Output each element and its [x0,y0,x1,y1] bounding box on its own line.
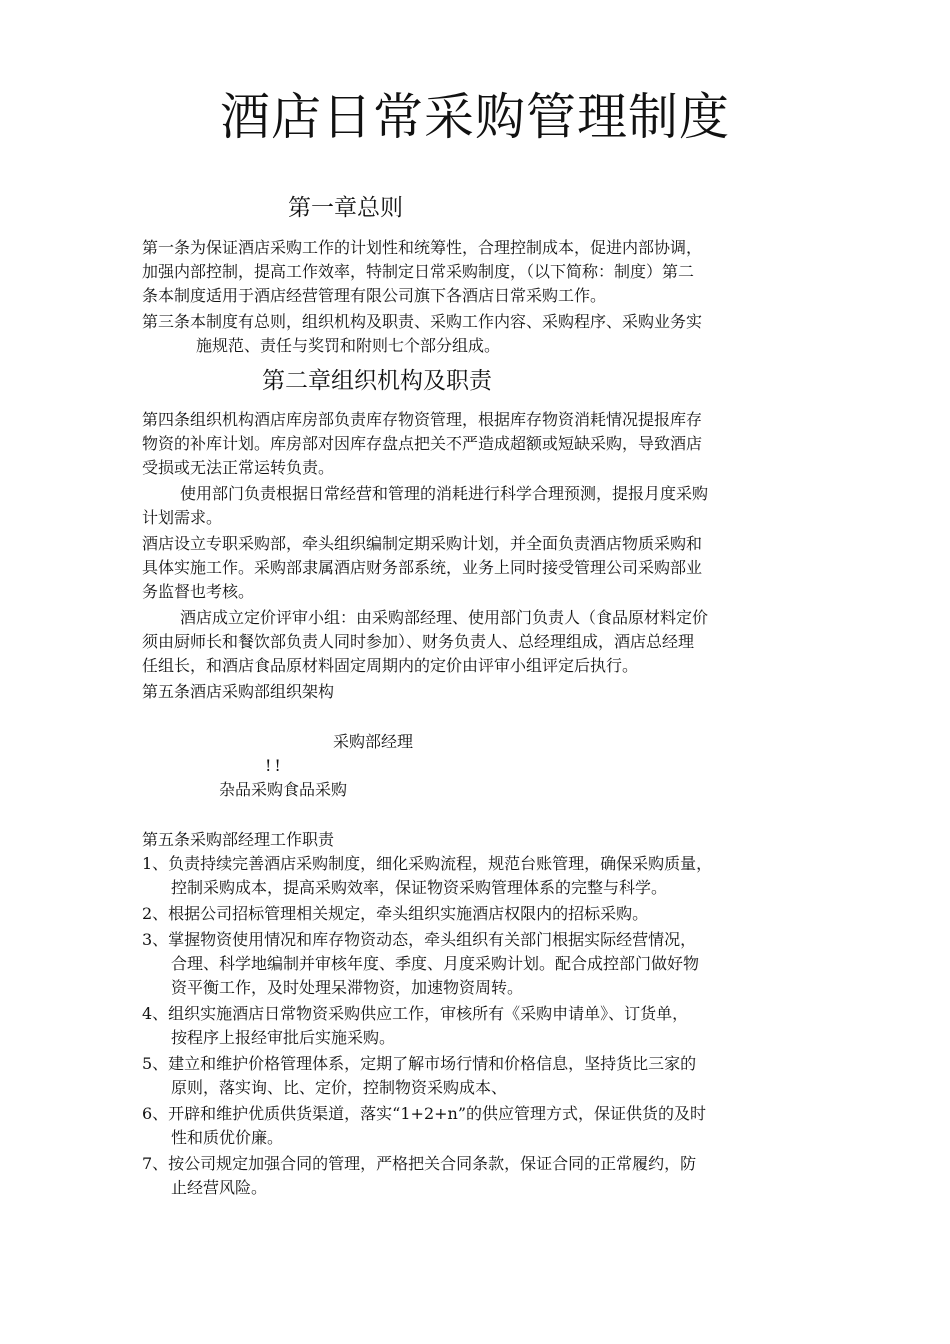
text-line: 5、建立和维护价格管理体系，定期了解市场行情和价格信息，坚持货比三家的 [142,1054,697,1073]
text-line: 须由厨师长和餐饮部负责人同时参加）、财务负责人、总经理组成，酒店总经理 [142,632,695,651]
text-line: 第四条组织机构酒店库房部负责库存物资管理，根据库存物资消耗情况提报库存 [142,410,703,429]
text-line: 受损或无法正常运转负责。 [142,458,335,477]
org-chart-manager: 采购部经理 [333,732,414,751]
text-line: 3、掌握物资使用情况和库存物资动态，牵头组织有关部门根据实际经营情况， [142,930,697,949]
org-chart-branches: 杂品采购食品采购 [219,780,348,799]
text-line: 按程序上报经审批后实施采购。 [171,1028,396,1047]
document-title: 酒店日常采购管理制度 [220,88,730,146]
list-item [142,928,822,1000]
text-line: 加强内部控制，提高工作效率，特制定日常采购制度，（以下简称：制度）第二 [142,262,695,281]
list-item [142,1052,822,1100]
text-line: 使用部门负责根据日常经营和管理的消耗进行科学合理预测，提报月度采购 [180,484,709,503]
text-line: 条本制度适用于酒店经营管理有限公司旗下各酒店日常采购工作。 [142,286,607,305]
text-line: 资平衡工作，及时处理呆滞物资，加速物资周转。 [171,978,524,997]
text-line: 6、开辟和维护优质供货渠道，落实“1+2+n”的供应管理方式，保证供货的及时 [142,1104,707,1123]
paragraph-article-4 [142,408,822,480]
text-line: 计划需求。 [142,508,223,527]
text-line: 第三条本制度有总则，组织机构及职责、采购工作内容、采购程序、采购业务实 [142,312,703,331]
text-line: 1、负责持续完善酒店采购制度，细化采购流程，规范台账管理，确保采购质量， [142,854,713,873]
paragraph-purchasing-department [142,532,822,604]
text-line: 控制采购成本，提高采购效率，保证物资采购管理体系的完整与科学。 [171,878,668,897]
text-line: 具体实施工作。采购部隶属酒店财务部系统，业务上同时接受管理公司采购部业 [142,558,703,577]
paragraph-pricing-committee [142,606,822,678]
text-line: 原则，落实询、比、定价，控制物资采购成本、 [171,1078,508,1097]
paragraph-manager-duties-heading: 第五条采购部经理工作职责 [142,830,335,849]
paragraph-org-structure-heading: 第五条酒店采购部组织架构 [142,682,335,701]
org-chart-connector: !! [265,756,284,775]
text-line: 性和质优价廉。 [171,1128,284,1147]
text-line: 酒店成立定价评审小组：由采购部经理、使用部门负责人（食品原材料定价 [180,608,709,627]
paragraph-article-1 [142,236,822,308]
text-line: 第一条为保证酒店采购工作的计划性和统筹性，合理控制成本，促进内部协调， [142,238,703,257]
chapter-2-heading: 第二章组织机构及职责 [262,368,492,394]
text-line: 2、根据公司招标管理相关规定，牵头组织实施酒店权限内的招标采购。 [142,904,649,923]
paragraph-department-demand [142,482,822,530]
text-line: 物资的补库计划。库房部对因库存盘点把关不严造成超额或短缺采购，导致酒店 [142,434,703,453]
list-item [142,1152,822,1200]
text-line: 4、组织实施酒店日常物资采购供应工作，审核所有《采购申请单》、订货单， [142,1004,689,1023]
chapter-1-heading: 第一章总则 [288,195,403,221]
text-line: 合理、科学地编制并审核年度、季度、月度采购计划。配合成控部门做好物 [171,954,700,973]
paragraph-article-3 [142,310,822,358]
text-line: 止经营风险。 [171,1178,268,1197]
list-item [142,902,822,926]
text-line: 务监督也考核。 [142,582,255,601]
list-item [142,852,822,900]
text-line: 任组长，和酒店食品原材料固定周期内的定价由评审小组评定后执行。 [142,656,639,675]
text-line: 施规范、责任与奖罚和附则七个部分组成。 [196,336,501,355]
text-line: 7、按公司规定加强合同的管理，严格把关合同条款，保证合同的正常履约，防 [142,1154,697,1173]
list-item [142,1002,822,1050]
text-line: 酒店设立专职采购部，牵头组织编制定期采购计划，并全面负责酒店物质采购和 [142,534,703,553]
list-item [142,1102,822,1150]
